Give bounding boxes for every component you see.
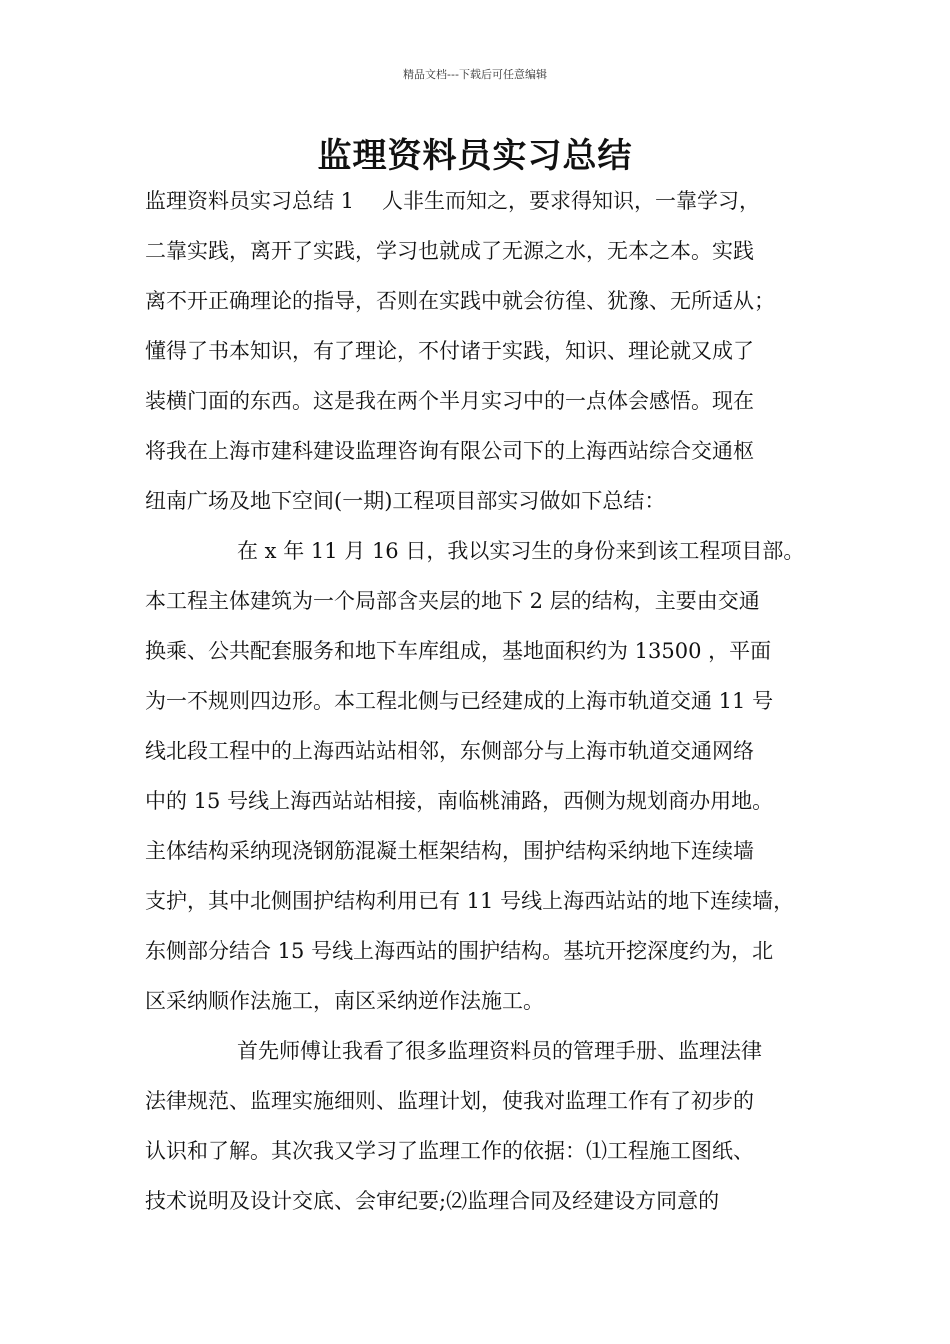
paragraph-2-line-7: 主体结构采纳现浇钢筋混凝土框架结构，围护结构采纳地下连续墙	[145, 839, 754, 863]
paragraph-3-line-4: 技术说明及设计交底、会审纪要;⑵监理合同及经建设方同意的	[145, 1189, 720, 1213]
paragraph-2-line-5: 线北段工程中的上海西站站相邻，东侧部分与上海市轨道交通网络	[145, 739, 754, 763]
paragraph-2-line-1: 在 x 年 11 月 16 日，我以实习生的身份来到该工程项目部。	[237, 539, 805, 563]
section-subtitle: 监理资料员实习总结 1	[145, 189, 355, 213]
paragraph-1-text: 人非生而知之，要求得知识，一靠学习，	[382, 189, 761, 213]
paragraph-1-line-5: 装横门面的东西。这是我在两个半月实习中的一点体会感悟。现在	[145, 389, 754, 413]
paragraph-1-line-6: 将我在上海市建科建设监理咨询有限公司下的上海西站综合交通枢	[145, 439, 754, 463]
header-note: 精品文档---下载后可任意编辑	[403, 68, 547, 81]
paragraph-1-line-3: 离不开正确理论的指导，否则在实践中就会彷徨、犹豫、无所适从；	[145, 289, 775, 313]
document-body	[145, 184, 825, 1234]
paragraph-2-line-2: 本工程主体建筑为一个局部含夹层的地下 2 层的结构，主要由交通	[145, 589, 760, 613]
paragraph-1-line-1	[145, 184, 825, 234]
paragraph-1-line-7: 纽南广场及地下空间(一期)工程项目部实习做如下总结：	[145, 489, 666, 513]
paragraph-3-line-1: 首先师傅让我看了很多监理资料员的管理手册、监理法律	[237, 1039, 762, 1063]
paragraph-2-line-6: 中的 15 号线上海西站站相接，南临桃浦路，西侧为规划商办用地。	[145, 789, 774, 813]
document-title: 监理资料员实习总结	[317, 136, 633, 176]
paragraph-2-line-10: 区采纳顺作法施工，南区采纳逆作法施工。	[145, 989, 544, 1013]
paragraph-1-line-2: 二靠实践，离开了实践，学习也就成了无源之水，无本之本。实践	[145, 239, 754, 263]
paragraph-1-line-4: 懂得了书本知识，有了理论，不付诸于实践，知识、理论就又成了	[145, 339, 754, 363]
paragraph-2-line-8: 支护，其中北侧围护结构利用已有 11 号线上海西站站的地下连续墙，	[145, 889, 795, 913]
paragraph-2-line-4: 为一不规则四边形。本工程北侧与已经建成的上海市轨道交通 11 号	[145, 689, 774, 713]
paragraph-2-line-3: 换乘、公共配套服务和地下车库组成，基地面积约为 13500 ，平面	[145, 639, 772, 663]
paragraph-2-line-9: 东侧部分结合 15 号线上海西站的围护结构。基坑开挖深度约为，北	[145, 939, 774, 963]
paragraph-3-line-3: 认识和了解。其次我又学习了监理工作的依据：⑴工程施工图纸、	[145, 1139, 754, 1163]
paragraph-3-line-2: 法律规范、监理实施细则、监理计划，使我对监理工作有了初步的	[145, 1089, 754, 1113]
